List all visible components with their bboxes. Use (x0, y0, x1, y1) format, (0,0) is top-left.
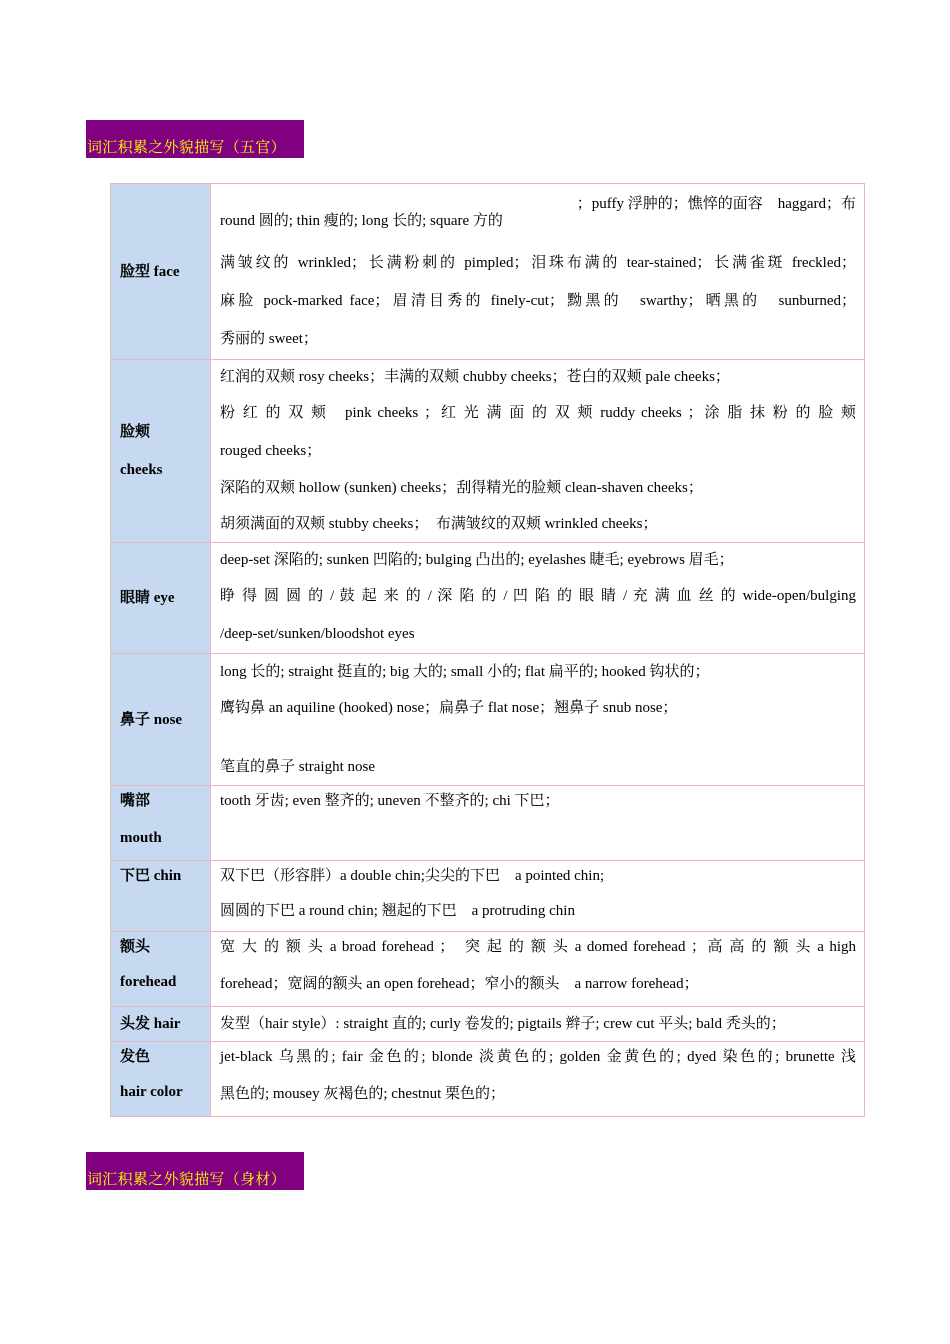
row-label-chin: 下巴 chin (111, 861, 211, 932)
label-line: forehead (120, 974, 177, 990)
text-line: jet-black 乌黑的; fair 金色的; blonde 淡黄色的; golden 金黄色的; dyed 染色的; brunette 浅 (220, 1049, 856, 1065)
label-line: 脸颊 (120, 424, 151, 440)
row-content-cheeks (211, 360, 865, 543)
table-row (111, 1007, 865, 1042)
label-line: 发色 (120, 1049, 151, 1065)
text-line: 粉 红 的 双 颊 pink cheeks ；红 光 满 面 的 双 颊 ruddy cheeks ；涂 脂 抹 粉 的 脸 颊 (220, 405, 856, 421)
text-line: 宽 大 的 额 头 a broad forehead ； 突 起 的 额 头 a domed forehead ；高 高 的 额 头 a high (220, 939, 856, 955)
row-label-cheeks (111, 360, 211, 543)
label-line: 嘴部 (120, 793, 151, 809)
row-content-haircolor (211, 1042, 865, 1117)
text-line: /deep-set/sunken/bloodshot eyes (220, 626, 415, 642)
text-line: 深陷的双颊 hollow (sunken) cheeks；刮得精光的脸颊 clean-shaven cheeks； (220, 480, 703, 496)
text-line: forehead；宽阔的额头 an open forehead；窄小的额头 a narrow forehead； (220, 976, 699, 992)
text-line: rouged cheeks； (220, 443, 322, 459)
row-label-mouth (111, 786, 211, 861)
row-content-mouth (211, 786, 865, 861)
section-banner-body-shape: 词汇积累之外貌描写（身材） (86, 1152, 304, 1190)
text-line: 双下巴（形容胖）a double chin;尖尖的下巴 a pointed chin; (220, 868, 605, 884)
label-line: cheeks (120, 462, 163, 478)
text-line: deep-set 深陷的; sunken 凹陷的; bulging 凸出的; eyelashes 睫毛; eyebrows 眉毛； (220, 552, 734, 568)
table-row (111, 786, 865, 861)
row-content-forehead (211, 932, 865, 1007)
table-row (111, 360, 865, 543)
label-line: mouth (120, 830, 162, 846)
row-label-nose: 鼻子 nose (111, 654, 211, 786)
text-line: 秀丽的 sweet； (220, 331, 318, 347)
row-label-eye: 眼睛 eye (111, 543, 211, 654)
text-line: long 长的; straight 挺直的; big 大的; small 小的; flat 扁平的; hooked 钩状的； (220, 663, 710, 680)
row-content-hair (211, 1007, 865, 1042)
row-label-haircolor (111, 1042, 211, 1117)
text-line: 笔直的鼻子 straight nose (220, 758, 375, 775)
text-line: 胡须满面的双颊 stubby cheeks； 布满皱纹的双颊 wrinkled cheeks； (220, 516, 658, 532)
row-content-chin (211, 861, 865, 932)
table-row (111, 184, 865, 360)
text-line: 圆圆的下巴 a round chin; 翘起的下巴 a protruding chin (220, 903, 575, 919)
row-label-hair: 头发 hair (111, 1007, 211, 1042)
table-row (111, 932, 865, 1007)
text-line: tooth 牙齿; even 整齐的; uneven 不整齐的; chi 下巴； (220, 793, 560, 809)
text-line: 麻脸 pock-marked face；眉清目秀的 finely-cut；黝黑的 swarthy；晒黑的 sunburned； (220, 293, 856, 309)
text-line: ；puffy 浮肿的；憔悴的面容 haggard；布 (576, 196, 856, 212)
table-row (111, 654, 865, 786)
text-line: round 圆的; thin 瘦的; long 长的; square 方的 (220, 213, 503, 229)
text-line: 满皱纹的 wrinkled；长满粉刺的 pimpled；泪珠布满的 tear-stained；长满雀斑 freckled； (220, 255, 856, 271)
vocab-table (110, 183, 865, 1117)
table-row (111, 861, 865, 932)
table-row (111, 1042, 865, 1117)
row-content-eye (211, 543, 865, 654)
row-label-forehead (111, 932, 211, 1007)
row-content-nose (211, 654, 865, 786)
row-content-face (211, 184, 865, 360)
text-line: 鹰钩鼻 an aquiline (hooked) nose；扁鼻子 flat nose；翘鼻子 snub nose； (220, 699, 678, 716)
spacer (220, 727, 856, 749)
text-line: 红润的双颊 rosy cheeks；丰满的双颊 chubby cheeks；苍白的双颊 pale cheeks； (220, 369, 730, 385)
section-banner-facial-features: 词汇积累之外貌描写（五官） (86, 120, 304, 158)
text-line: 发型（hair style）: straight 直的; curly 卷发的; pigtails 辫子; crew cut 平头; bald 秃头的； (220, 1016, 786, 1032)
label-line: hair color (120, 1084, 183, 1100)
text-line: 黑色的; mousey 灰褐色的; chestnut 栗色的； (220, 1086, 505, 1102)
table-row (111, 543, 865, 654)
row-label-face: 脸型 face (111, 184, 211, 360)
text-line: 睁 得 圆 圆 的 / 鼓 起 来 的 / 深 陷 的 / 凹 陷 的 眼 睛 / 充 满 血 丝 的 wide-open/bulging (220, 588, 856, 604)
label-line: 额头 (120, 939, 151, 955)
